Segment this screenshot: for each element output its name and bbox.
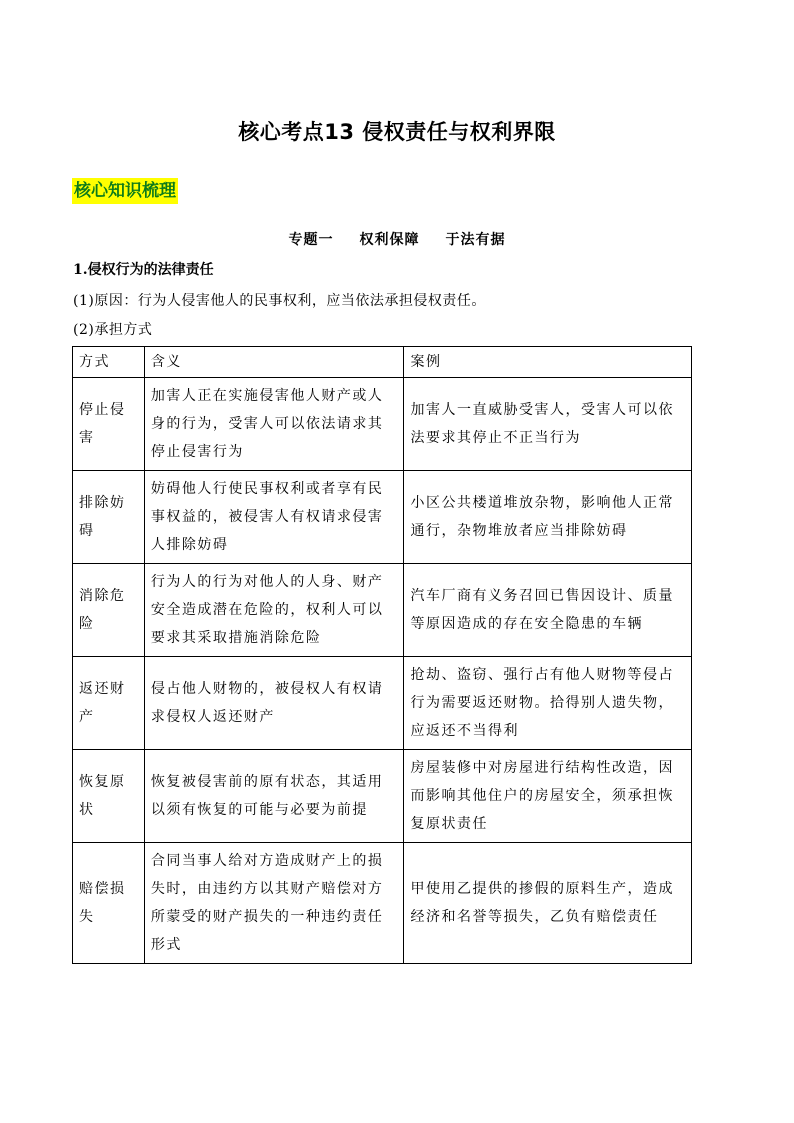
methods-paragraph: (2)承担方式 [73,322,153,338]
method-cell: 返还财产 [73,657,145,750]
table-row [73,750,692,843]
meaning-cell: 侵占他人财物的，被侵权人有权请求侵权人返还财产 [144,657,404,750]
sub-heading: 1.侵权行为的法律责任 [73,262,214,278]
table-row [73,471,692,564]
case-cell: 甲使用乙提供的掺假的原料生产，造成经济和名誉等损失，乙负有赔偿责任 [404,843,692,964]
meaning-cell: 恢复被侵害前的原有状态，其适用以须有恢复的可能与必要为前提 [144,750,404,843]
topic-part-2: 权利保障 [359,232,420,248]
case-cell: 加害人一直威胁受害人，受害人可以依法要求其停止不正当行为 [404,378,692,471]
case-cell: 小区公共楼道堆放杂物，影响他人正常通行，杂物堆放者应当排除妨碍 [404,471,692,564]
case-cell: 汽车厂商有义务召回已售因设计、质量等原因造成的存在安全隐患的车辆 [404,564,692,657]
table-row [73,843,692,964]
table-header-row [73,347,692,378]
table-row [73,564,692,657]
cause-paragraph: (1)原因：行为人侵害他人的民事权利，应当依法承担侵权责任。 [73,293,486,309]
meaning-cell: 加害人正在实施侵害他人财产或人身的行为，受害人可以依法请求其停止侵害行为 [144,378,404,471]
method-cell: 停止侵害 [73,378,145,471]
method-cell: 恢复原状 [73,750,145,843]
section-heading: 核心知识梳理 [72,178,178,204]
meaning-cell: 妨碍他人行使民事权利或者享有民事权益的，被侵害人有权请求侵害人排除妨碍 [144,471,404,564]
header-case: 案例 [404,347,692,378]
table-row [73,657,692,750]
table-row [73,378,692,471]
header-method: 方式 [73,347,145,378]
topic-part-1: 专题一 [288,232,334,248]
case-cell: 抢劫、盗窃、强行占有他人财物等侵占行为需要返还财物。拾得别人遗失物，应返还不当得利 [404,657,692,750]
topic-title [0,229,794,249]
meaning-cell: 行为人的行为对他人的人身、财产安全造成潜在危险的，权利人可以要求其采取措施消除危险 [144,564,404,657]
case-cell: 房屋装修中对房屋进行结构性改造，因而影响其他住户的房屋安全，须承担恢复原状责任 [404,750,692,843]
meaning-cell: 合同当事人给对方造成财产上的损失时，由违约方以其财产赔偿对方所蒙受的财产损失的一种违约责任形式 [144,843,404,964]
topic-part-3: 于法有据 [445,232,506,248]
method-cell: 赔偿损失 [73,843,145,964]
header-meaning: 含义 [144,347,404,378]
liability-methods-table [72,346,692,964]
method-cell: 排除妨碍 [73,471,145,564]
page-title: 核心考点13 侵权责任与权利界限 [238,120,556,144]
method-cell: 消除危险 [73,564,145,657]
